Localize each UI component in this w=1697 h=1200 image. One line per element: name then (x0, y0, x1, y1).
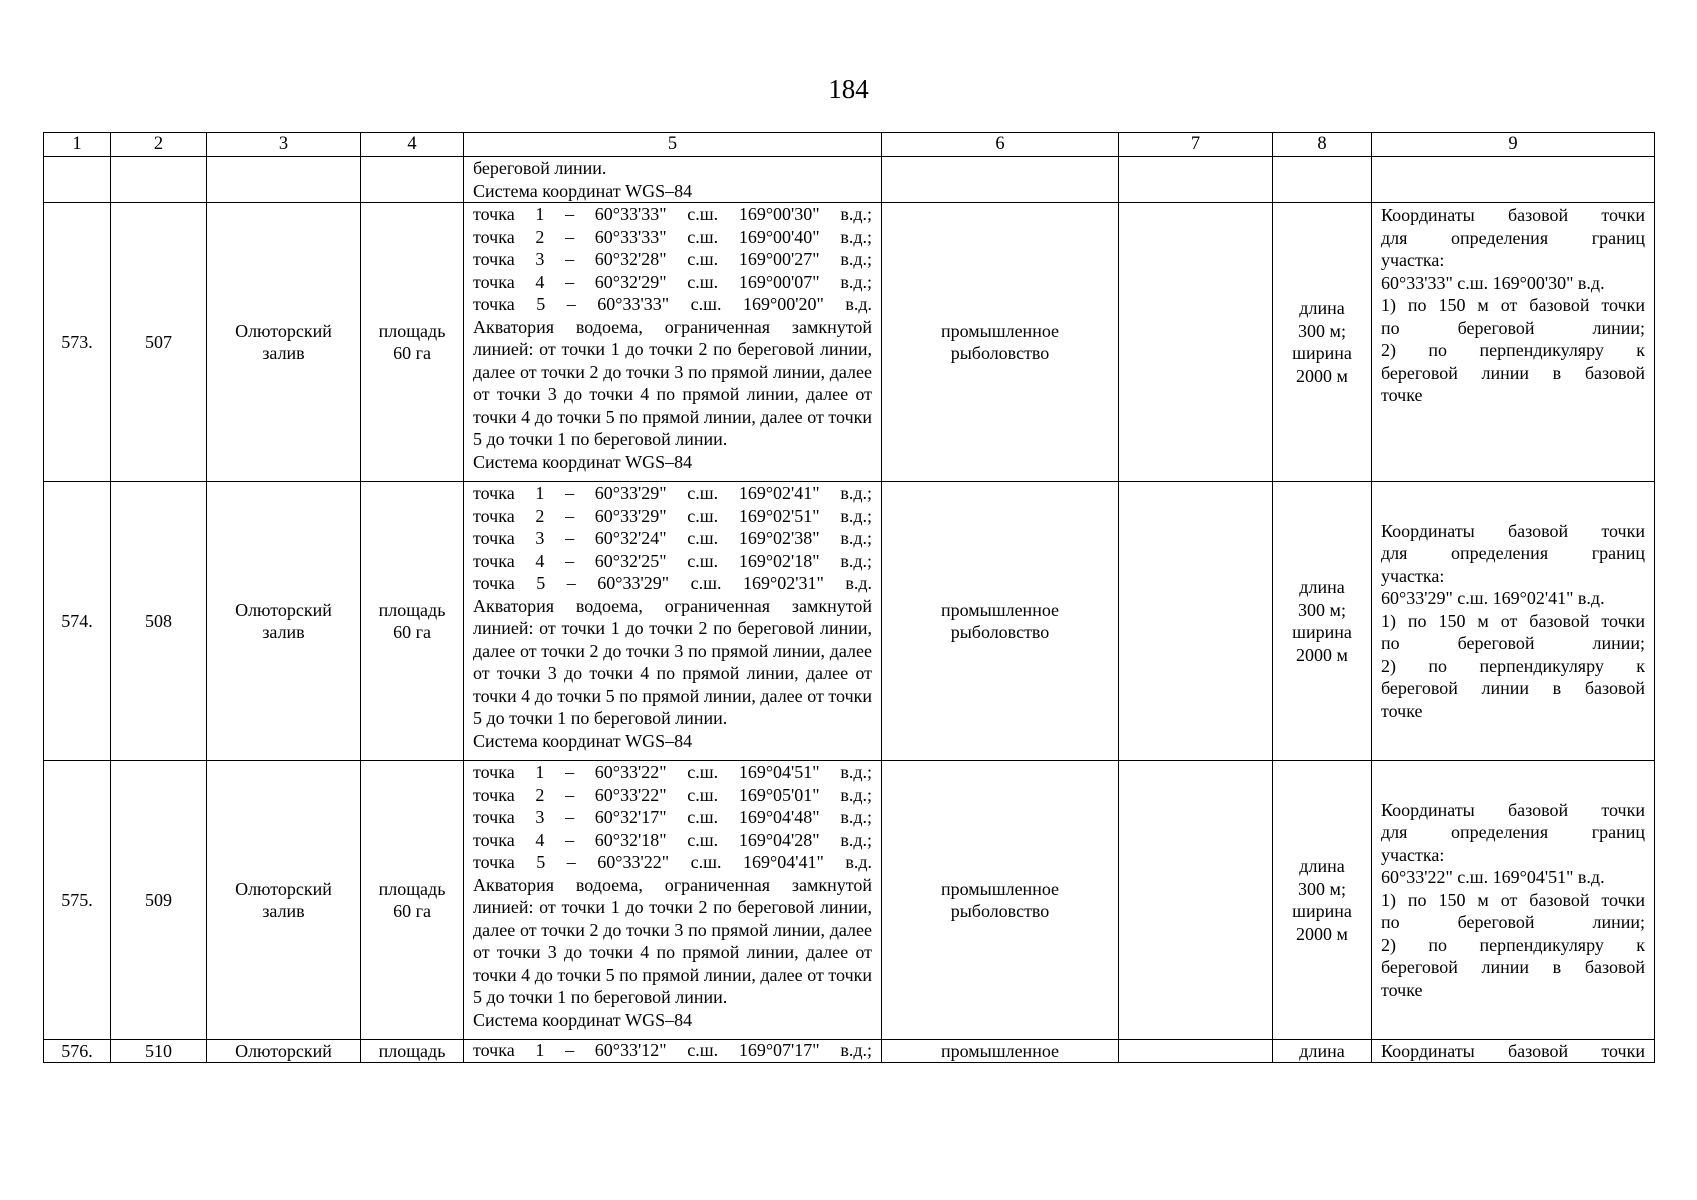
usage-cell (882, 203, 1119, 482)
location-line: залив (262, 343, 305, 363)
note-line: точке (1381, 385, 1423, 405)
coordinate-line: точка 5 – 60°33'22" с.ш. 169°04'41" в.д. (473, 852, 872, 872)
coordinate-line: точка 1 – 60°33'22" с.ш. 169°04'51" в.д.; (473, 762, 872, 782)
fishing-areas-table (43, 132, 1655, 1063)
dimension-line: 2000 м (1296, 644, 1348, 665)
note-line: Координаты базовой точки (1381, 799, 1645, 820)
column7-cell (1119, 761, 1273, 1040)
coordinate-line: точка 5 – 60°33'29" с.ш. 169°02'31" в.д. (473, 573, 872, 593)
usage-line: промышленное (940, 878, 1060, 899)
column-header: 5 (464, 133, 882, 157)
base-point-note-cell (1372, 203, 1655, 482)
dimension-line: ширина (1292, 343, 1352, 363)
coordinate-system: Система координат WGS–84 (473, 730, 693, 751)
note-line: 2) по перпендикуляру к (1381, 934, 1645, 955)
column-header: 7 (1119, 133, 1273, 157)
area-line: 60 га (393, 343, 431, 363)
note-line: 60°33'22" с.ш. 169°04'51" в.д. (1381, 867, 1605, 888)
cell (111, 157, 207, 203)
location-line: Олюторский (235, 878, 332, 899)
row-number: 574. (44, 482, 111, 761)
note-line: 1) по 150 м от базовой точки (1381, 889, 1645, 910)
column-number-header-row (44, 133, 1655, 157)
location-line: Олюторский (235, 320, 332, 341)
note-line: 60°33'33" с.ш. 169°00'30" в.д. (1381, 272, 1605, 293)
area-line: площадь (378, 599, 446, 620)
note-line: точке (1381, 700, 1423, 721)
note-line: Координаты базовой точки (1381, 1041, 1645, 1061)
coordinate-line: точка 2 – 60°33'29" с.ш. 169°02'51" в.д.; (473, 505, 872, 526)
boundary-description-cell (464, 482, 882, 761)
boundary-text: Акватория водоема, ограниченная замкнутой линией: от точки 1 до точки 2 по береговой линии, далее от точки 2 до точки 3 по прямой линии, далее от точки 3 до точки 4 по прямой линии, далее от точки 4 до точки 5 по прямой линии, далее от точки 5 до точки 1 по береговой линии. (473, 595, 872, 728)
text-line: береговой линии. (473, 158, 607, 178)
column-header: 2 (111, 133, 207, 157)
cell (1119, 157, 1273, 203)
coordinate-line: точка 3 – 60°32'17" с.ш. 169°04'48" в.д.; (473, 807, 872, 827)
column-header: 4 (361, 133, 464, 157)
note-line: участка: (1381, 250, 1445, 270)
area-code: 507 (111, 203, 207, 482)
note-line: 2) по перпендикуляру к (1381, 340, 1645, 360)
boundary-text: Акватория водоема, ограниченная замкнутой линией: от точки 1 до точки 2 по береговой линии, далее от точки 2 до точки 3 по прямой линии, далее от точки 3 до точки 4 по прямой линии, далее от точки 4 до точки 5 по прямой линии, далее от точки 5 до точки 1 по береговой линии. (473, 874, 872, 1007)
boundary-description-cell (464, 761, 882, 1040)
note-line: по береговой линии; (1381, 633, 1645, 654)
coordinate-line: точка 2 – 60°33'22" с.ш. 169°05'01" в.д.; (473, 784, 872, 805)
area-line: 60 га (393, 901, 431, 921)
dimension-line: 300 м; (1298, 878, 1346, 899)
column7-cell (1119, 203, 1273, 482)
table-row (44, 1040, 1655, 1063)
dimension-line: длина (1299, 298, 1345, 318)
area-code: 508 (111, 482, 207, 761)
coordinate-line: точка 2 – 60°33'33" с.ш. 169°00'40" в.д.; (473, 226, 872, 247)
column-header: 9 (1372, 133, 1655, 157)
text-line: Система координат WGS–84 (473, 180, 693, 201)
location-line: Олюторский (235, 599, 332, 620)
base-point-note-cell (1372, 1040, 1655, 1063)
row-number: 576. (44, 1040, 111, 1063)
location-cell (207, 203, 361, 482)
usage-line: рыболовство (950, 901, 1050, 921)
note-line: 60°33'29" с.ш. 169°02'41" в.д. (1381, 588, 1605, 609)
area-line: площадь (378, 878, 446, 899)
column-header: 3 (207, 133, 361, 157)
note-line: береговой линии в базовой (1381, 362, 1645, 383)
cell (1372, 157, 1655, 203)
boundary-description-cell (464, 157, 882, 203)
location-cell (207, 761, 361, 1040)
boundary-text: Акватория водоема, ограниченная замкнутой линией: от точки 1 до точки 2 по береговой линии, далее от точки 2 до точки 3 по прямой линии, далее от точки 3 до точки 4 по прямой линии, далее от точки 4 до точки 5 по прямой линии, далее от точки 5 до точки 1 по береговой линии. (473, 316, 872, 449)
dimensions-cell (1273, 761, 1372, 1040)
area-code: 509 (111, 761, 207, 1040)
dimension-line: длина (1299, 856, 1345, 876)
area-code: 510 (111, 1040, 207, 1063)
dimension-line: ширина (1292, 901, 1352, 921)
usage-cell (882, 761, 1119, 1040)
note-line: 1) по 150 м от базовой точки (1381, 295, 1645, 315)
row-number: 575. (44, 761, 111, 1040)
location-cell: Олюторский (207, 1040, 361, 1063)
dimensions-cell (1273, 203, 1372, 482)
base-point-note-cell (1372, 482, 1655, 761)
dimension-line: длина (1299, 577, 1345, 597)
coordinate-line: точка 4 – 60°32'25" с.ш. 169°02'18" в.д.; (473, 550, 872, 571)
location-line: залив (262, 901, 305, 921)
coordinate-line: точка 4 – 60°32'18" с.ш. 169°04'28" в.д.; (473, 829, 872, 850)
coordinate-system: Система координат WGS–84 (473, 451, 693, 472)
usage-cell (882, 482, 1119, 761)
area-size-cell (361, 203, 464, 482)
usage-line: промышленное (940, 599, 1060, 620)
area-line: 60 га (393, 622, 431, 642)
note-line: точке (1381, 979, 1423, 1000)
usage-line: рыболовство (950, 343, 1050, 363)
note-line: Координаты базовой точки (1381, 520, 1645, 541)
coordinate-system: Система координат WGS–84 (473, 1009, 693, 1030)
column-header: 1 (44, 133, 111, 157)
dimension-line: ширина (1292, 622, 1352, 642)
area-size-cell: площадь (361, 1040, 464, 1063)
table-row (44, 761, 1655, 1040)
table-row (44, 482, 1655, 761)
base-point-note-cell (1372, 761, 1655, 1040)
cell (882, 157, 1119, 203)
boundary-description-cell (464, 203, 882, 482)
note-line: для определения границ (1381, 543, 1645, 564)
note-line: Координаты базовой точки (1381, 205, 1645, 225)
usage-cell: промышленное (882, 1040, 1119, 1063)
dimensions-cell: длина (1273, 1040, 1372, 1063)
usage-line: рыболовство (950, 622, 1050, 642)
note-line: береговой линии в базовой (1381, 678, 1645, 699)
note-line: 2) по перпендикуляру к (1381, 655, 1645, 676)
note-line: по береговой линии; (1381, 912, 1645, 933)
area-line: площадь (378, 320, 446, 341)
row-number: 573. (44, 203, 111, 482)
dimension-line: 300 м; (1298, 320, 1346, 341)
cell (1273, 157, 1372, 203)
note-line: для определения границ (1381, 822, 1645, 843)
cell (207, 157, 361, 203)
coordinate-line: точка 3 – 60°32'28" с.ш. 169°00'27" в.д.; (473, 249, 872, 269)
note-line: по береговой линии; (1381, 317, 1645, 338)
note-line: для определения границ (1381, 227, 1645, 248)
dimension-line: 2000 м (1296, 365, 1348, 386)
page-number: 184 (828, 74, 869, 104)
column7-cell (1119, 1040, 1273, 1063)
cell (44, 157, 111, 203)
column-header: 6 (882, 133, 1119, 157)
coordinate-line: точка 3 – 60°32'24" с.ш. 169°02'38" в.д.; (473, 528, 872, 548)
note-line: 1) по 150 м от базовой точки (1381, 610, 1645, 631)
dimension-line: 300 м; (1298, 599, 1346, 620)
coordinate-line: точка 1 – 60°33'33" с.ш. 169°00'30" в.д.; (473, 204, 872, 224)
coordinate-line: точка 1 – 60°33'29" с.ш. 169°02'41" в.д.; (473, 483, 872, 503)
coordinate-line: точка 1 – 60°33'12" с.ш. 169°07'17" в.д.; (473, 1040, 872, 1060)
note-line: участка: (1381, 844, 1445, 865)
note-line: участка: (1381, 565, 1445, 586)
area-size-cell (361, 761, 464, 1040)
coordinate-line: точка 5 – 60°33'33" с.ш. 169°00'20" в.д. (473, 294, 872, 314)
coordinate-line: точка 4 – 60°32'29" с.ш. 169°00'07" в.д.; (473, 271, 872, 292)
location-line: залив (262, 622, 305, 642)
dimensions-cell (1273, 482, 1372, 761)
note-line: береговой линии в базовой (1381, 957, 1645, 978)
column-header: 8 (1273, 133, 1372, 157)
area-size-cell (361, 482, 464, 761)
boundary-description-cell (464, 1040, 882, 1063)
column7-cell (1119, 482, 1273, 761)
continued-row (44, 157, 1655, 203)
usage-line: промышленное (940, 320, 1060, 341)
dimension-line: 2000 м (1296, 923, 1348, 944)
cell (361, 157, 464, 203)
table-row (44, 203, 1655, 482)
location-cell (207, 482, 361, 761)
